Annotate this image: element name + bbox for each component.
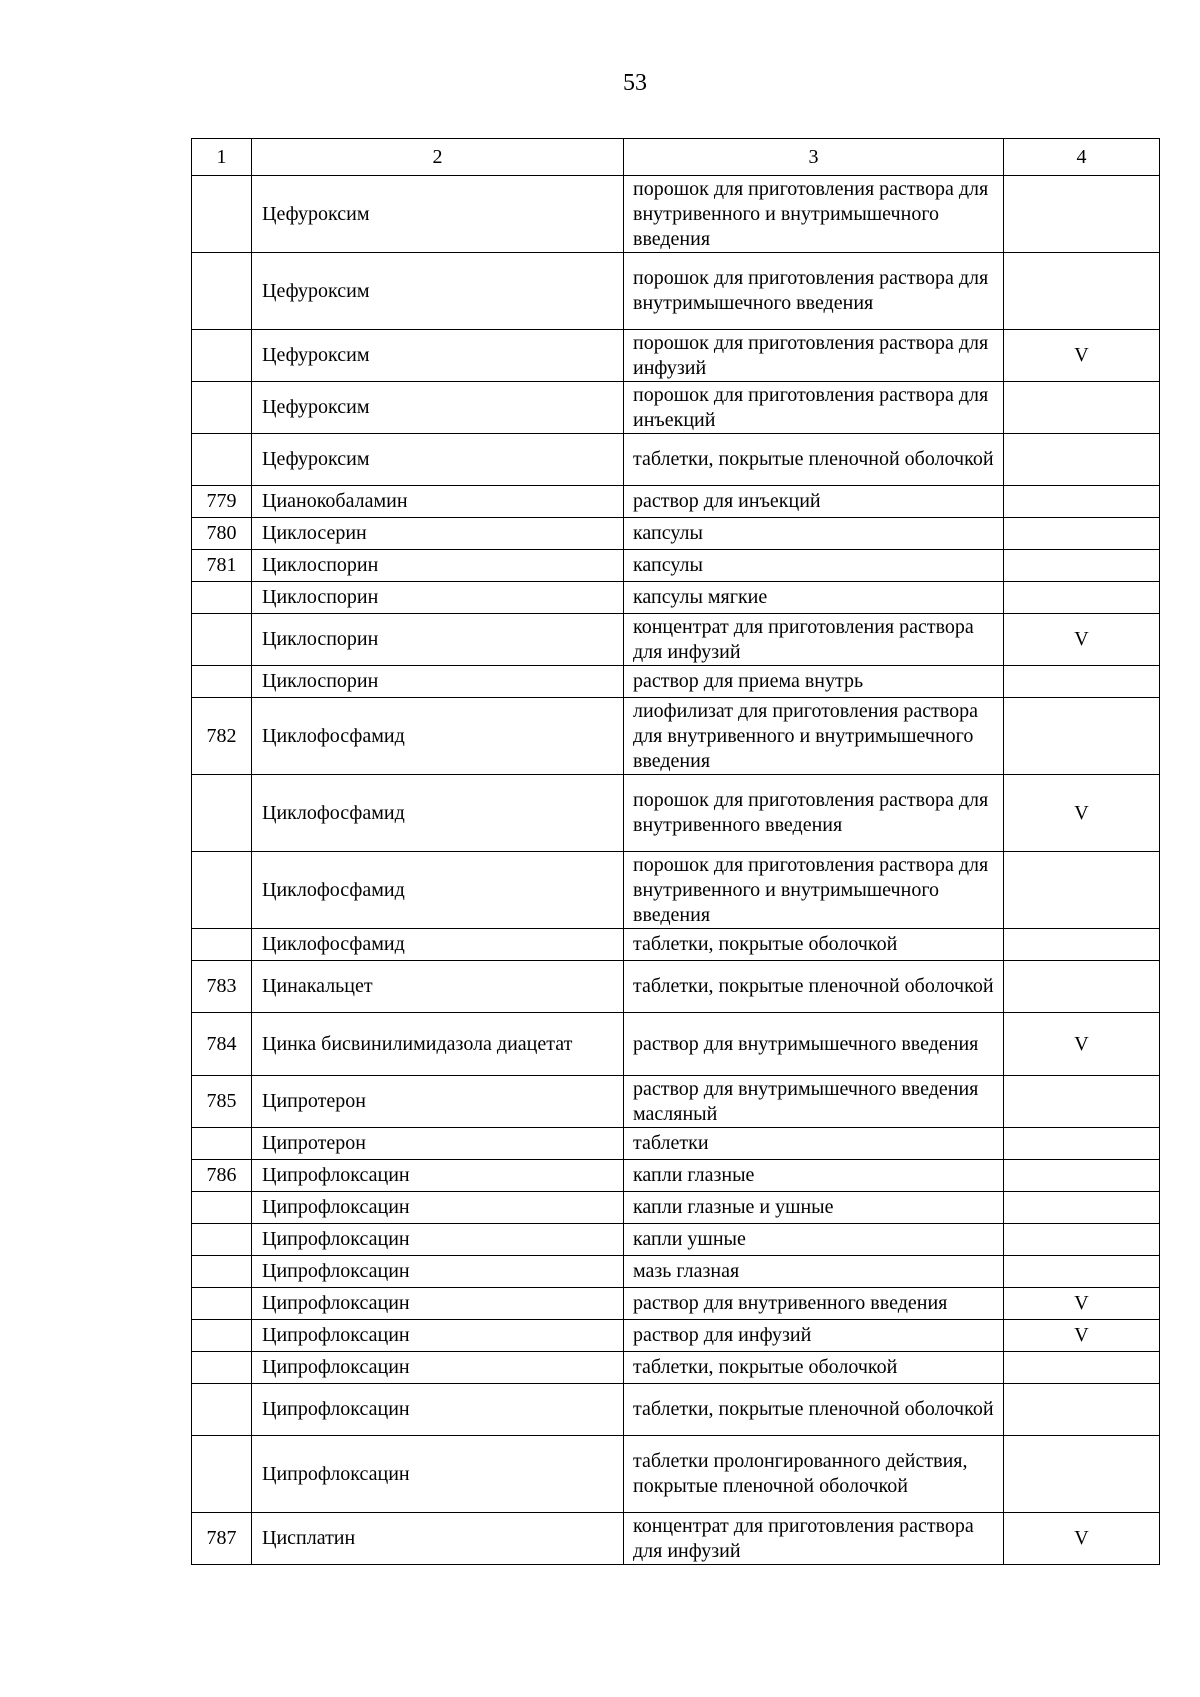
- drug-name: Ципротерон: [252, 1128, 624, 1160]
- vital-mark: [1004, 1352, 1160, 1384]
- drug-name: Цианокобаламин: [252, 486, 624, 518]
- table-row: [192, 253, 1160, 330]
- dosage-form: мазь глазная: [624, 1256, 1004, 1288]
- dosage-form: таблетки: [624, 1128, 1004, 1160]
- dosage-form: капли глазные: [624, 1160, 1004, 1192]
- dosage-form: концентрат для приготовления раствора для инфузий: [624, 614, 1004, 666]
- drug-name: Цефуроксим: [252, 382, 624, 434]
- table-row: [192, 1513, 1160, 1565]
- vital-mark: V: [1004, 614, 1160, 666]
- row-number: [192, 1320, 252, 1352]
- drug-name: Цефуроксим: [252, 434, 624, 486]
- drug-name: Цинакальцет: [252, 961, 624, 1013]
- dosage-form: концентрат для приготовления раствора для инфузий: [624, 1513, 1004, 1565]
- drug-name: Циклоспорин: [252, 614, 624, 666]
- drug-name: Ципрофлоксацин: [252, 1192, 624, 1224]
- row-number: [192, 1128, 252, 1160]
- dosage-form: таблетки, покрытые пленочной оболочкой: [624, 1384, 1004, 1436]
- dosage-form: порошок для приготовления раствора для инфузий: [624, 330, 1004, 382]
- dosage-form: порошок для приготовления раствора для внутривенного и внутримышечного введения: [624, 176, 1004, 253]
- dosage-form: раствор для инфузий: [624, 1320, 1004, 1352]
- dosage-form: раствор для внутримышечного введения: [624, 1013, 1004, 1076]
- table-row: [192, 550, 1160, 582]
- dosage-form: капли ушные: [624, 1224, 1004, 1256]
- table-row: [192, 852, 1160, 929]
- table-row: [192, 1128, 1160, 1160]
- vital-mark: V: [1004, 330, 1160, 382]
- header-col-4: 4: [1004, 139, 1160, 176]
- row-number: 786: [192, 1160, 252, 1192]
- row-number: 783: [192, 961, 252, 1013]
- vital-mark: [1004, 1160, 1160, 1192]
- table-row: [192, 775, 1160, 852]
- drug-table: [191, 138, 1160, 1565]
- dosage-form: капсулы: [624, 518, 1004, 550]
- vital-mark: [1004, 1384, 1160, 1436]
- header-row: [192, 139, 1160, 176]
- row-number: [192, 253, 252, 330]
- table-row: [192, 666, 1160, 698]
- header-col-3: 3: [624, 139, 1004, 176]
- vital-mark: [1004, 1128, 1160, 1160]
- vital-mark: V: [1004, 1513, 1160, 1565]
- vital-mark: [1004, 929, 1160, 961]
- drug-name: Циклофосфамид: [252, 775, 624, 852]
- vital-mark: V: [1004, 1013, 1160, 1076]
- row-number: [192, 176, 252, 253]
- table-row: [192, 929, 1160, 961]
- table-row: [192, 518, 1160, 550]
- row-number: [192, 775, 252, 852]
- drug-name: Циклоспорин: [252, 550, 624, 582]
- dosage-form: таблетки, покрытые пленочной оболочкой: [624, 961, 1004, 1013]
- header-col-2: 2: [252, 139, 624, 176]
- drug-name: Циклофосфамид: [252, 852, 624, 929]
- vital-mark: [1004, 666, 1160, 698]
- vital-mark: V: [1004, 1288, 1160, 1320]
- row-number: [192, 852, 252, 929]
- drug-name: Цефуроксим: [252, 176, 624, 253]
- vital-mark: [1004, 434, 1160, 486]
- row-number: [192, 1256, 252, 1288]
- drug-name: Циклосерин: [252, 518, 624, 550]
- vital-mark: [1004, 698, 1160, 775]
- vital-mark: [1004, 852, 1160, 929]
- row-number: [192, 330, 252, 382]
- table-row: [192, 1352, 1160, 1384]
- table-row: [192, 698, 1160, 775]
- vital-mark: V: [1004, 1320, 1160, 1352]
- vital-mark: [1004, 1224, 1160, 1256]
- table-row: [192, 961, 1160, 1013]
- drug-name: Ципрофлоксацин: [252, 1288, 624, 1320]
- vital-mark: [1004, 518, 1160, 550]
- table-row: [192, 176, 1160, 253]
- row-number: 781: [192, 550, 252, 582]
- table-row: [192, 1160, 1160, 1192]
- page-number: 53: [623, 70, 647, 96]
- row-number: [192, 1192, 252, 1224]
- drug-name: Циклофосфамид: [252, 929, 624, 961]
- vital-mark: [1004, 382, 1160, 434]
- vital-mark: [1004, 176, 1160, 253]
- drug-name: Циклофосфамид: [252, 698, 624, 775]
- header-col-1: 1: [192, 139, 252, 176]
- table-row: [192, 1192, 1160, 1224]
- dosage-form: капсулы мягкие: [624, 582, 1004, 614]
- dosage-form: раствор для внутримышечного введения масляный: [624, 1076, 1004, 1128]
- dosage-form: таблетки пролонгированного действия, покрытые пленочной оболочкой: [624, 1436, 1004, 1513]
- table-row: [192, 1436, 1160, 1513]
- dosage-form: таблетки, покрытые оболочкой: [624, 929, 1004, 961]
- drug-name: Ципрофлоксацин: [252, 1256, 624, 1288]
- table-row: [192, 382, 1160, 434]
- row-number: 785: [192, 1076, 252, 1128]
- row-number: [192, 666, 252, 698]
- dosage-form: порошок для приготовления раствора для инъекций: [624, 382, 1004, 434]
- vital-mark: [1004, 486, 1160, 518]
- drug-name: Ципрофлоксацин: [252, 1352, 624, 1384]
- drug-name: Циклоспорин: [252, 666, 624, 698]
- table-row: [192, 614, 1160, 666]
- row-number: [192, 434, 252, 486]
- row-number: [192, 582, 252, 614]
- table-row: [192, 1076, 1160, 1128]
- drug-name: Ципрофлоксацин: [252, 1224, 624, 1256]
- row-number: [192, 1224, 252, 1256]
- dosage-form: раствор для инъекций: [624, 486, 1004, 518]
- row-number: 787: [192, 1513, 252, 1565]
- drug-name: Цинка бисвинилимидазола диацетат: [252, 1013, 624, 1076]
- vital-mark: [1004, 582, 1160, 614]
- vital-mark: [1004, 961, 1160, 1013]
- vital-mark: [1004, 1436, 1160, 1513]
- dosage-form: капли глазные и ушные: [624, 1192, 1004, 1224]
- vital-mark: [1004, 1076, 1160, 1128]
- table-row: [192, 1256, 1160, 1288]
- row-number: [192, 1352, 252, 1384]
- table-row: [192, 1224, 1160, 1256]
- dosage-form: порошок для приготовления раствора для внутривенного введения: [624, 775, 1004, 852]
- table-row: [192, 1384, 1160, 1436]
- row-number: [192, 1384, 252, 1436]
- dosage-form: таблетки, покрытые пленочной оболочкой: [624, 434, 1004, 486]
- row-number: [192, 382, 252, 434]
- table-row: [192, 434, 1160, 486]
- dosage-form: порошок для приготовления раствора для внутримышечного введения: [624, 253, 1004, 330]
- table-row: [192, 486, 1160, 518]
- vital-mark: [1004, 1256, 1160, 1288]
- drug-name: Цефуроксим: [252, 253, 624, 330]
- dosage-form: таблетки, покрытые оболочкой: [624, 1352, 1004, 1384]
- table-body: [192, 176, 1160, 1565]
- dosage-form: порошок для приготовления раствора для внутривенного и внутримышечного введения: [624, 852, 1004, 929]
- row-number: 784: [192, 1013, 252, 1076]
- drug-name: Ципрофлоксацин: [252, 1320, 624, 1352]
- drug-name: Ципрофлоксацин: [252, 1436, 624, 1513]
- drug-name: Цефуроксим: [252, 330, 624, 382]
- drug-name: Ципрофлоксацин: [252, 1160, 624, 1192]
- drug-name: Ципротерон: [252, 1076, 624, 1128]
- table-row: [192, 1288, 1160, 1320]
- row-number: 779: [192, 486, 252, 518]
- vital-mark: [1004, 253, 1160, 330]
- table-row: [192, 330, 1160, 382]
- drug-name: Цисплатин: [252, 1513, 624, 1565]
- table-row: [192, 1320, 1160, 1352]
- row-number: [192, 1436, 252, 1513]
- row-number: 780: [192, 518, 252, 550]
- vital-mark: [1004, 550, 1160, 582]
- drug-name: Ципрофлоксацин: [252, 1384, 624, 1436]
- row-number: 782: [192, 698, 252, 775]
- drug-name: Циклоспорин: [252, 582, 624, 614]
- vital-mark: V: [1004, 775, 1160, 852]
- table-row: [192, 1013, 1160, 1076]
- row-number: [192, 614, 252, 666]
- row-number: [192, 929, 252, 961]
- vital-mark: [1004, 1192, 1160, 1224]
- dosage-form: лиофилизат для приготовления раствора для внутривенного и внутримышечного введения: [624, 698, 1004, 775]
- row-number: [192, 1288, 252, 1320]
- dosage-form: раствор для внутривенного введения: [624, 1288, 1004, 1320]
- dosage-form: капсулы: [624, 550, 1004, 582]
- dosage-form: раствор для приема внутрь: [624, 666, 1004, 698]
- table-row: [192, 582, 1160, 614]
